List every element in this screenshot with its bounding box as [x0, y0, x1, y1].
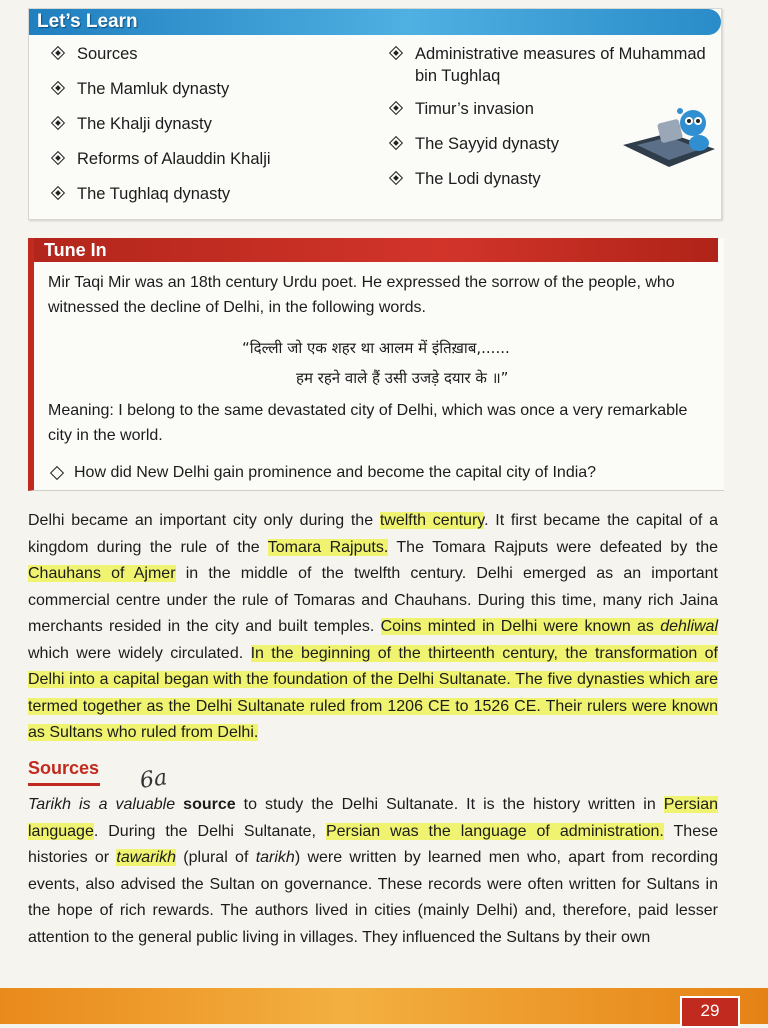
- tune-in-header: [34, 238, 718, 262]
- diamond-bullet-icon: [51, 116, 65, 130]
- learn-item: The Khalji dynasty: [51, 113, 271, 135]
- tune-in-title: Tune In: [44, 240, 107, 260]
- lets-learn-title: Let’s Learn: [37, 11, 138, 32]
- lets-learn-box: [28, 8, 722, 220]
- page-number-box: [680, 996, 740, 1028]
- sources-heading: Sources: [28, 758, 100, 778]
- delhi-paragraph: Delhi became an important city only during the twelfth century. It first became the capital of a kingdom during the rule of the Tomara Rajputs. The Tomara Rajputs were defeated by the Chauhans of Ajmer in the middle of the twelfth century. Delhi emerged as an important commercial centre under the rule of Tomaras and Chauhans. During this time, many rich Jaina merchants resided in the city and built temples. Coins minted in Delhi were known as dehliwal which were widely circulated. In the beginning of the thirteenth century, the transformation of Delhi into a capital began with the foundation of the Delhi Sultanate. The five dynasties which are termed together as the Delhi Sultanate ruled from 1206 CE to 1526 CE. Their rulers were known as Sultans who ruled from Delhi.: [28, 512, 719, 741]
- diamond-bullet-icon: [51, 186, 65, 200]
- learn-item: Sources: [51, 43, 271, 65]
- lets-learn-header: [29, 9, 721, 35]
- tune-in-box: [28, 238, 724, 491]
- tune-in-question: How did New Delhi gain prominence and become the capital city of India?: [48, 460, 714, 485]
- robot-laptop-icon: [619, 105, 719, 175]
- learn-item: The Sayyid dynasty: [389, 133, 719, 155]
- learn-item: Administrative measures of Muhammad bin Tughlaq: [389, 43, 719, 87]
- footer-bar: [0, 988, 768, 1024]
- learn-item: The Mamluk dynasty: [51, 78, 271, 100]
- diamond-bullet-icon: [389, 136, 403, 150]
- learn-item: The Lodi dynasty: [389, 168, 719, 190]
- learn-list-left: [51, 43, 271, 218]
- tune-in-intro: Mir Taqi Mir was an 18th century Urdu poet. He expressed the sorrow of the people, who witnessed the decline of Delhi, in the following words.: [48, 274, 675, 316]
- diamond-bullet-icon: [389, 171, 403, 185]
- diamond-bullet-icon: [389, 101, 403, 115]
- page-number: 29: [700, 1001, 720, 1020]
- sources-underline: [28, 783, 100, 786]
- diamond-bullet-icon: [51, 151, 65, 165]
- poem-line-2: हम रहने वाले हैं उसी उजड़े दयार के ॥”: [296, 369, 509, 387]
- handwritten-annotation: 6a: [138, 765, 169, 794]
- learn-item: Reforms of Alauddin Khalji: [51, 148, 271, 170]
- learn-item: Timur’s invasion: [389, 98, 719, 120]
- learn-item: The Tughlaq dynasty: [51, 183, 271, 205]
- tune-in-meaning: Meaning: I belong to the same devastated city of Delhi, which was once a very remarkable city in the world.: [48, 402, 688, 444]
- sources-paragraph: Tarikh is a valuable source to study the Delhi Sultanate. It is the history written in Persian language. During the Delhi Sultanate, Persian was the language of administration. These histories or tawarikh (plural of tarikh) were written by learned men who, apart from recording events, also advised the Sultan on governance. These records were often written for Sultans in the hope of rich rewards. The authors lived in cities (mainly Delhi) and, therefore, paid lesser attention to the general public living in villages. They influenced the Sultans by their own: [28, 796, 719, 946]
- diamond-bullet-icon: [51, 81, 65, 95]
- poem-line-1: “दिल्ली जो एक शहर था आलम में इंतिख़ाब,......: [242, 339, 510, 357]
- diamond-bullet-icon: [50, 466, 64, 480]
- diamond-bullet-icon: [389, 46, 403, 60]
- diamond-bullet-icon: [51, 46, 65, 60]
